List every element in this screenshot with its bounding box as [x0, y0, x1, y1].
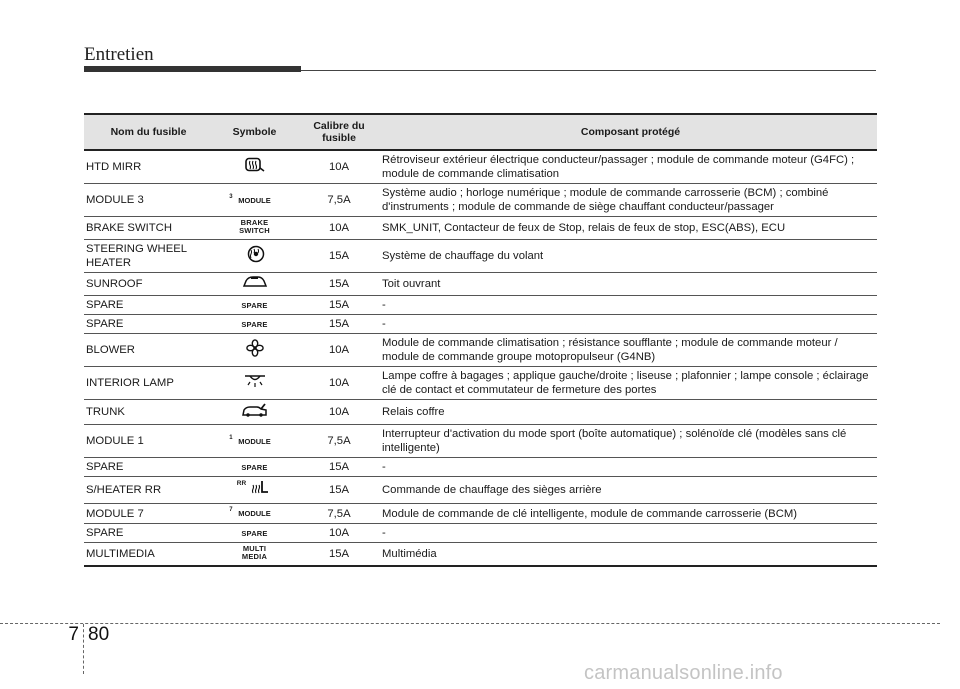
col-header-component: Composant protégé [580, 126, 681, 138]
fuse-symbol [213, 367, 296, 400]
fuse-rating: 15A [328, 299, 350, 311]
fuse-symbol [213, 334, 296, 367]
table-row [84, 334, 877, 367]
symbol-text [241, 302, 267, 310]
fuse-symbol [213, 477, 296, 504]
fuse-rating: 7,5A [327, 507, 351, 520]
module-symbol [229, 434, 271, 449]
fuse-symbol [213, 150, 296, 184]
fuse-name: HTD MIRR [86, 161, 142, 173]
fuse-symbol [213, 184, 296, 217]
table-row [84, 150, 877, 184]
fuse-symbol [213, 504, 296, 524]
fuse-symbol [213, 240, 296, 273]
symbol-text [241, 321, 267, 329]
fuse-symbol [213, 524, 296, 543]
fuse-name: STEERING WHEEL HEATER [86, 243, 187, 269]
symbol-text-line: MULTI [242, 544, 267, 553]
footer-divider [83, 624, 84, 674]
symbol-text-line: SPARE [241, 301, 268, 310]
rear-seat-heater-icon [248, 479, 270, 501]
protected-component: SMK_UNIT, Contacteur de feux de Stop, relais de feux de stop, ESC(ABS), ECU [382, 222, 786, 234]
table-row [84, 240, 877, 273]
symbol-text-line: MEDIA [241, 552, 268, 561]
trunk-icon [241, 402, 269, 422]
fuse-symbol [213, 458, 296, 477]
protected-component: Système audio ; horloge numérique ; module de commande carrosserie (BCM) ; combiné d'instruments ; module de commande de siège chauffant conducteur/passager [382, 187, 829, 213]
protected-component: - [382, 318, 386, 330]
protected-component: Multimédia [382, 548, 437, 560]
symbol-text-line: BRAKE [240, 218, 269, 227]
fuse-name: BRAKE SWITCH [86, 222, 172, 234]
heated-mirror-icon [243, 157, 267, 177]
fuse-rating: 7,5A [327, 194, 351, 206]
header-rule [301, 70, 876, 71]
protected-component: Relais coffre [382, 406, 445, 418]
protected-component: Commande de chauffage des sièges arrière [382, 484, 602, 496]
protected-component: Interrupteur d'activation du mode sport (boîte automatique) ; solénoïde clé (modèles sans clé intelligente) [382, 428, 847, 454]
module-label: MODULE [238, 436, 271, 446]
fuse-table [84, 113, 877, 567]
interior-lamp-icon [242, 373, 268, 393]
module-label: MODULE [238, 195, 271, 205]
symbol-text [242, 545, 267, 561]
protected-component: Rétroviseur extérieur électrique conducteur/passager ; module de commande moteur (G4FC) ; module de commande climatisation [382, 154, 855, 180]
table-row [84, 400, 877, 425]
protected-component: - [382, 461, 386, 473]
col-header-rating: Calibre du fusible [313, 120, 365, 144]
fuse-symbol [213, 425, 296, 458]
fuse-name: SPARE [86, 461, 124, 473]
symbol-text-line: SPARE [241, 529, 268, 538]
module-number: 1 [229, 434, 233, 441]
table-row [84, 543, 877, 567]
fuse-symbol [213, 400, 296, 425]
module-symbol [229, 193, 271, 208]
symbol-text-line: SPARE [241, 463, 268, 472]
fuse-name: BLOWER [86, 344, 135, 356]
table-row [84, 296, 877, 315]
protected-component: Module de commande de clé intelligente, module de commande carrosserie (BCM) [382, 507, 798, 520]
fuse-symbol [213, 296, 296, 315]
symbol-label: RR [236, 479, 247, 487]
fuse-name: SPARE [86, 299, 124, 311]
table-row [84, 367, 877, 400]
chapter-number: 7 [68, 624, 79, 645]
fuse-rating: 10A [328, 377, 350, 389]
col-header-symbol: Symbole [232, 126, 277, 138]
symbol-text [241, 530, 267, 538]
fuse-rating: 10A [328, 344, 350, 356]
fan-icon [246, 339, 264, 361]
fuse-rating: 15A [328, 484, 350, 496]
fuse-symbol [213, 273, 296, 296]
col-header-name: Nom du fusible [110, 126, 187, 138]
protected-component: Module de commande climatisation ; résistance soufflante ; module de commande moteur / module de commande groupe motopropulseur (G4NB) [382, 337, 838, 363]
table-row [84, 217, 877, 240]
fuse-rating: 10A [328, 222, 350, 234]
fuse-name: TRUNK [86, 406, 125, 418]
fuse-rating: 15A [328, 461, 350, 473]
fuse-table-body [84, 150, 877, 566]
module-number: 7 [229, 507, 233, 513]
protected-component: Lampe coffre à bagages ; applique gauche/droite ; liseuse ; plafonnier ; lampe console ; éclairage clé de contact et commutateur de fermeture des portes [382, 370, 869, 396]
protected-component: Système de chauffage du volant [382, 250, 544, 262]
steering-heater-icon [245, 245, 265, 267]
symbol-text-line: SPARE [241, 320, 268, 329]
fuse-rating: 10A [328, 527, 350, 539]
table-row [84, 184, 877, 217]
fuse-rating: 15A [328, 250, 350, 262]
fuse-rating: 10A [328, 406, 350, 418]
fuse-name: MODULE 7 [86, 507, 144, 520]
module-label: MODULE [238, 509, 271, 518]
module-symbol [229, 507, 271, 521]
fuse-name: SPARE [86, 318, 124, 330]
fuse-name: MODULE 3 [86, 194, 144, 206]
protected-component: - [382, 527, 386, 539]
fuse-rating: 15A [328, 548, 350, 560]
footer-rule [0, 623, 940, 624]
page-number: 80 [88, 624, 110, 645]
fuse-name: MULTIMEDIA [86, 548, 155, 560]
fuse-rating: 15A [328, 318, 350, 330]
protected-component: Toit ouvrant [382, 278, 441, 290]
fuse-name: MODULE 1 [86, 435, 144, 447]
watermark: carmanualsonline.info [584, 662, 783, 684]
table-row [84, 524, 877, 543]
fuse-name: SPARE [86, 527, 124, 539]
table-row [84, 425, 877, 458]
fuse-name: INTERIOR LAMP [86, 377, 174, 389]
symbol-text-line: SWITCH [239, 226, 270, 235]
fuse-symbol [213, 543, 296, 567]
sunroof-icon [242, 275, 268, 293]
table-row [84, 504, 877, 524]
fuse-name: SUNROOF [86, 278, 143, 290]
header-bar [84, 66, 301, 72]
module-number: 3 [229, 193, 233, 200]
table-row [84, 458, 877, 477]
table-row [84, 315, 877, 334]
fuse-name: S/HEATER RR [86, 484, 162, 496]
page-header-title: Entretien [84, 44, 154, 65]
fuse-rating: 15A [328, 278, 350, 290]
fuse-rating: 10A [328, 161, 350, 173]
table-row [84, 477, 877, 504]
symbol-text [241, 464, 267, 472]
symbol-text [239, 219, 270, 235]
fuse-symbol [213, 217, 296, 240]
table-header-row [84, 114, 877, 150]
table-row [84, 273, 877, 296]
fuse-symbol [213, 315, 296, 334]
fuse-rating: 7,5A [327, 435, 351, 447]
protected-component: - [382, 299, 386, 311]
